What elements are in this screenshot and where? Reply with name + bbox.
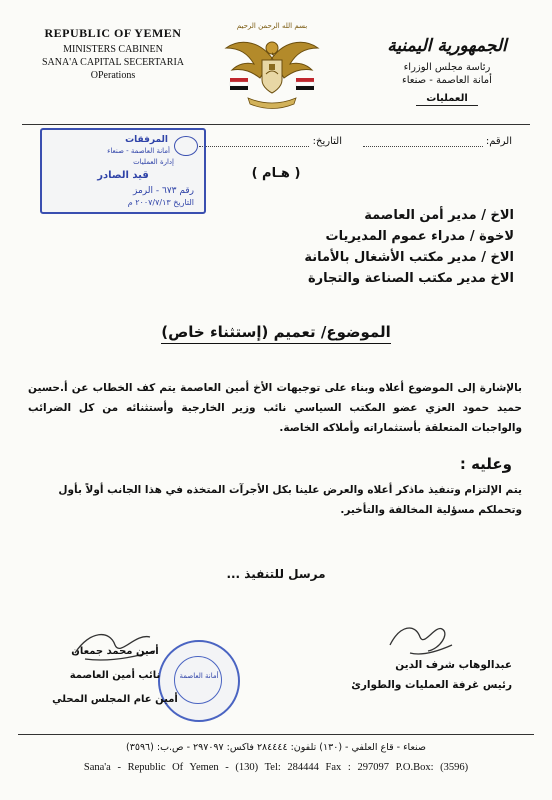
eagle-emblem-icon — [222, 18, 322, 118]
subject-line — [0, 323, 552, 341]
stamp-line4: قيد الصادر — [97, 170, 149, 181]
ref-number-dots — [363, 146, 483, 147]
header-en-line3: SANA'A CAPITAL SECERTARIA — [41, 57, 185, 68]
ref-date-dots — [199, 146, 309, 147]
stamp-date: التاريخ ٢٠٠٧/٧/١٣ م — [127, 198, 194, 207]
footer-arabic: صنعاء - قاع العلفي - (١٣٠) تلفون: ٢٨٤٤٤٤ فاكس: ٢٩٧٠٩٧ - ص.ب: (٣٥٩٦) — [126, 742, 426, 753]
recipient-line: الاخ مدير مكتب الصناعة والتجارة — [307, 271, 514, 286]
header-divider — [22, 124, 530, 125]
signatory-left-title1: نائب أمين العاصمة — [69, 670, 161, 681]
instruction-paragraph: يتم الإلتزام وتنفيذ ماذكر أعلاه والعرض علينا بكل الأجرآت المتخذه في هذا الجانب أولاً بأول وتحملكم مسؤلية المخالفة والتأخير. — [58, 484, 522, 516]
stamp-number: رقم ٦٧٣ - الرمز — [133, 186, 194, 196]
signatory-left-name: أمين محمد جمعان — [71, 646, 159, 657]
footer-divider — [18, 734, 534, 735]
stamp-logo-icon — [174, 136, 198, 156]
therefore-heading: وعليه : — [459, 455, 512, 473]
stamp-line2: أمانة العاصمة - صنعاء — [107, 147, 170, 155]
header-ar-line3: أمانة العاصمة - صنعاء — [402, 75, 492, 86]
header-ar-line2: رئاسة مجلس الوزراء — [403, 62, 491, 73]
important-label: ( هـام ) — [251, 166, 301, 181]
recipients-list — [214, 205, 514, 289]
footer-english: Sana'a - Republic Of Yemen - (130) Tel: 284444 Fax : 297097 P.O.Box: (3596) — [83, 762, 469, 773]
recipient-line: الاخ / مدير مكتب الأشغال بالأمانة — [304, 250, 514, 265]
basmala-text: بسم الله الرحمن الرحيم — [236, 22, 308, 30]
signature-block-right — [312, 655, 512, 695]
header-ar-line1: الجمهورية اليمنية — [387, 36, 507, 56]
header-en-line1: REPUBLIC OF YEMEN — [44, 26, 182, 40]
subject-text: الموضوع/ تعميم (إستثناء خاص) — [161, 323, 390, 344]
header-arabic — [372, 36, 522, 106]
signatory-right-name: عبدالوهاب شرف الدين — [395, 659, 512, 671]
header-english — [28, 26, 198, 81]
ref-number-label: الرقم: — [485, 136, 512, 147]
recipient-line: لاخوة / مدراء عموم المديريات — [325, 229, 514, 244]
ref-number-row — [363, 136, 512, 147]
signature-scribble-right-icon — [380, 615, 460, 660]
send-for-execution: مرسل للتنفيذ ... — [226, 567, 326, 581]
header-en-line2: MINISTERS CABINEN — [63, 44, 163, 55]
stamp-title: المرفقات — [125, 135, 168, 145]
ref-date-label: التاريخ: — [312, 136, 342, 147]
header-ar-line4: العمليات — [416, 93, 478, 106]
header-en-line4: OPerations — [90, 70, 136, 81]
seal-text: أمانة العاصمة — [179, 672, 219, 680]
body-paragraph: بالإشارة إلى الموضوع أعلاه وبناء على توجيهات الأخ أمين العاصمة يتم كف الخطاب عن أ.حسين حميد حمود العزي عضو المكتب السياسي نائب وزير الخارجية وأستثنائه من كل الضرائب والواجبات المتعلقة بأستثماراته وأملاكه الخاصة. — [28, 382, 522, 434]
signatory-left-title2: أمين عام المجلس المحلي — [52, 694, 178, 705]
signature-block-left — [40, 640, 190, 712]
ref-date-row — [199, 136, 342, 147]
stamp-line3: إدارة العمليات — [133, 158, 174, 166]
recipient-line: الاخ / مدير أمن العاصمة — [364, 208, 514, 223]
signatory-right-title: رئيس غرفة العمليات والطوارئ — [351, 679, 512, 691]
